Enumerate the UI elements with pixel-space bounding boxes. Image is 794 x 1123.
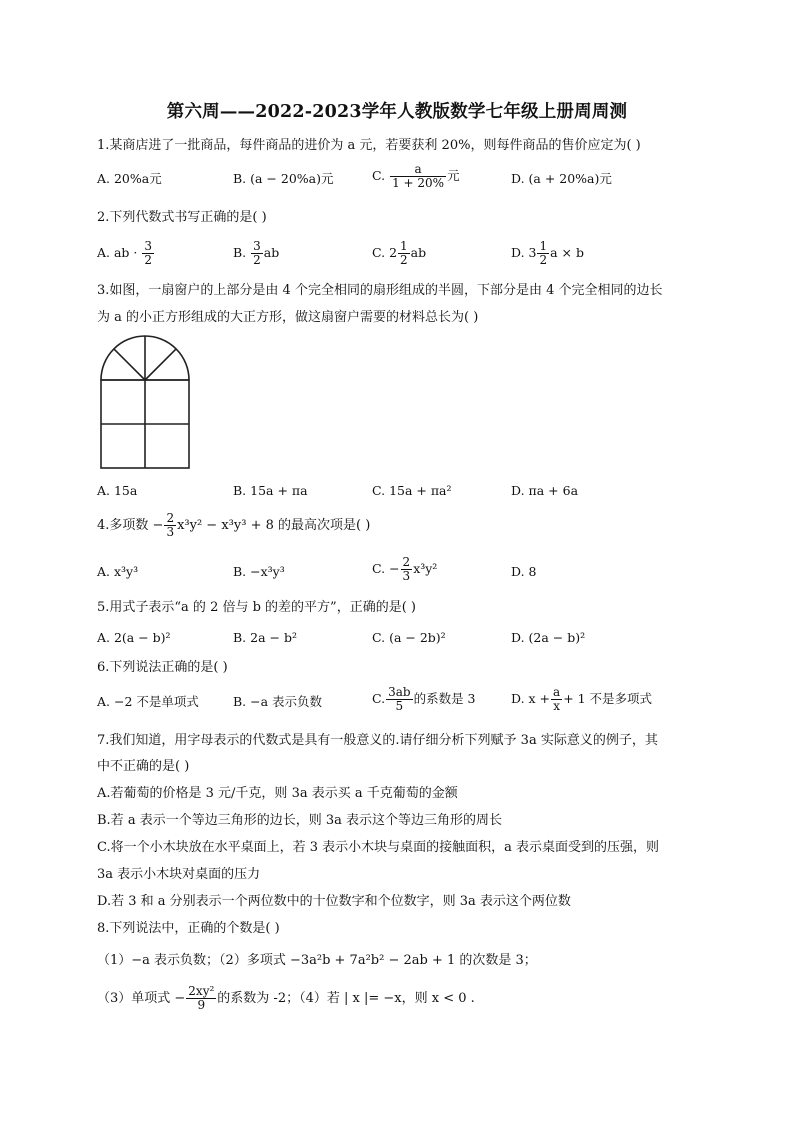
q2-d-prefix: D. 3 xyxy=(511,245,537,260)
window-diagram xyxy=(100,333,190,470)
q5-option-d: D. (2a − b)² xyxy=(511,630,586,645)
q2-a-den: 2 xyxy=(144,253,152,267)
q6-option-a: A. −2 不是单项式 xyxy=(97,694,199,709)
q8-statements-3-4 xyxy=(97,985,475,1012)
q2-c-prefix: C. 2 xyxy=(372,245,398,260)
q1-c-prefix: C. xyxy=(372,168,386,183)
q6-c-prefix: C. xyxy=(372,691,386,706)
question-1-text: 1.某商店进了一批商品，每件商品的进价为 a 元，若要获利 20%，则每件商品的售价应定为( ) xyxy=(97,138,641,153)
q6-c-num: 3ab xyxy=(388,685,411,699)
q8-s3-num: 2xy² xyxy=(188,984,215,998)
q2-b-den: 2 xyxy=(253,253,261,267)
q8-s3-suffix: 的系数为 -2；（4）若 | x |= −x，则 x < 0 . xyxy=(217,991,475,1006)
q4-option-a: A. x³y³ xyxy=(97,564,139,579)
q1-c-suffix: 元 xyxy=(447,168,460,183)
q3-option-a: A. 15a xyxy=(97,483,138,498)
question-7-line-2: 中不正确的是( ) xyxy=(97,759,190,774)
q1-c-num: a xyxy=(390,163,446,177)
q7-option-c-line-2: 3a 表示小木块对桌面的压力 xyxy=(97,867,261,882)
question-7-line-1: 7.我们知道，用字母表示的代数式是具有一般意义的.请仔细分析下列赋予 3a 实际意义的例子，其 xyxy=(97,733,658,748)
q4-option-b: B. −x³y³ xyxy=(233,564,285,579)
q2-c-suffix: ab xyxy=(410,245,427,260)
q6-option-c xyxy=(372,686,476,713)
q6-option-b: B. −a 表示负数 xyxy=(233,694,323,709)
q6-d-suffix: + 1 不是多项式 xyxy=(563,691,653,706)
q2-option-c xyxy=(372,240,426,267)
question-3-line-1: 3.如图，一扇窗户的上部分是由 4 个完全相同的扇形组成的半圆，下部分是由 4 个完全相同的边长 xyxy=(97,283,663,298)
q1-option-d: D. (a + 20%a)元 xyxy=(511,171,612,186)
q4-num: 2 xyxy=(166,511,175,525)
question-6-text: 6.下列说法正确的是( ) xyxy=(97,660,228,675)
window-radius-left xyxy=(114,349,145,380)
q7-option-d: D.若 3 和 a 分别表示一个两位数中的十位数字和个位数字，则 3a 表示这个两位数 xyxy=(97,894,571,909)
q6-d-prefix: D. x + xyxy=(511,691,551,706)
question-8-text: 8.下列说法中，正确的个数是( ) xyxy=(97,921,280,936)
page-title: 第六周——2022-2023学年人教版数学七年级上册周周测 xyxy=(166,102,628,122)
q4-fraction xyxy=(164,512,176,539)
q6-d-fraction xyxy=(551,686,562,713)
q8-s3-den: 9 xyxy=(197,998,206,1012)
q2-d-den: 2 xyxy=(539,253,548,267)
q4-c-suffix: x³y² xyxy=(413,561,438,576)
q1-option-b: B. (a − 20%a)元 xyxy=(233,171,334,186)
q4-option-d: D. 8 xyxy=(511,564,537,579)
q3-option-b: B. 15a + πa xyxy=(233,483,308,498)
q1-option-c xyxy=(372,163,460,190)
q2-c-den: 2 xyxy=(400,253,408,267)
q4-option-c xyxy=(372,556,437,583)
q6-c-den: 5 xyxy=(395,699,404,713)
q6-c-suffix: 的系数是 3 xyxy=(413,691,476,706)
q2-c-fraction xyxy=(398,240,410,267)
q3-option-d: D. πa + 6a xyxy=(511,483,579,498)
q2-b-num: 3 xyxy=(253,239,261,253)
q5-option-a: A. 2(a − b)² xyxy=(97,630,171,645)
q4-den: 3 xyxy=(166,525,175,539)
q6-d-num: a xyxy=(553,685,561,699)
q8-s3-prefix: （3）单项式 − xyxy=(97,991,186,1006)
q5-option-c: C. (a − 2b)² xyxy=(372,630,446,645)
q6-d-den: x xyxy=(553,699,560,713)
q2-d-fraction xyxy=(537,240,549,267)
q4-c-fraction xyxy=(401,556,413,583)
q1-c-den: 1 + 20% xyxy=(392,176,445,190)
q5-option-b: B. 2a − b² xyxy=(233,630,297,645)
q4-c-num: 2 xyxy=(402,555,411,569)
q8-s3-fraction xyxy=(186,985,216,1012)
q2-option-a xyxy=(97,240,155,267)
q6-option-d xyxy=(511,686,652,713)
q2-d-suffix: a × b xyxy=(550,245,584,260)
q4-suffix: x³y² − x³y³ + 8 的最高次项是( ) xyxy=(177,518,371,533)
q2-a-prefix: A. ab · xyxy=(97,245,138,260)
q2-d-num: 1 xyxy=(539,239,548,253)
q4-c-den: 3 xyxy=(402,569,411,583)
q2-b-prefix: B. xyxy=(233,245,247,260)
question-4-text xyxy=(97,512,370,539)
question-3-line-2: 为 a 的小正方形组成的大正方形，做这扇窗户需要的材料总长为( ) xyxy=(97,310,479,325)
q1-option-a: A. 20%a元 xyxy=(97,171,162,186)
q2-a-fraction xyxy=(142,240,154,267)
q4-prefix: 4.多项数 − xyxy=(97,518,164,533)
q2-c-num: 1 xyxy=(400,239,408,253)
question-2-text: 2.下列代数式书写正确的是( ) xyxy=(97,210,267,225)
q2-a-num: 3 xyxy=(144,239,152,253)
q1-c-fraction xyxy=(390,163,446,190)
q2-option-d xyxy=(511,240,584,267)
q4-c-prefix: C. − xyxy=(372,561,400,576)
question-5-text: 5.用式子表示“a 的 2 倍与 b 的差的平方”，正确的是( ) xyxy=(97,600,416,615)
q2-option-b xyxy=(233,240,279,267)
q7-option-a: A.若葡萄的价格是 3 元/千克，则 3a 表示买 a 千克葡萄的金额 xyxy=(97,786,458,801)
q2-b-fraction xyxy=(251,240,263,267)
q7-option-b: B.若 a 表示一个等边三角形的边长，则 3a 表示这个等边三角形的周长 xyxy=(97,813,502,828)
window-radius-right xyxy=(145,349,176,380)
q8-statements-1-2: （1）−a 表示负数；（2）多项式 −3a²b + 7a²b² − 2ab + 1 的次数是 3； xyxy=(97,953,537,968)
q6-c-fraction xyxy=(386,686,412,713)
q7-option-c-line-1: C.将一个小木块放在水平桌面上，若 3 表示小木块与桌面的接触面积，a 表示桌面受到的压强，则 xyxy=(97,840,660,855)
q3-option-c: C. 15a + πa² xyxy=(372,483,452,498)
q2-b-suffix: ab xyxy=(263,245,280,260)
